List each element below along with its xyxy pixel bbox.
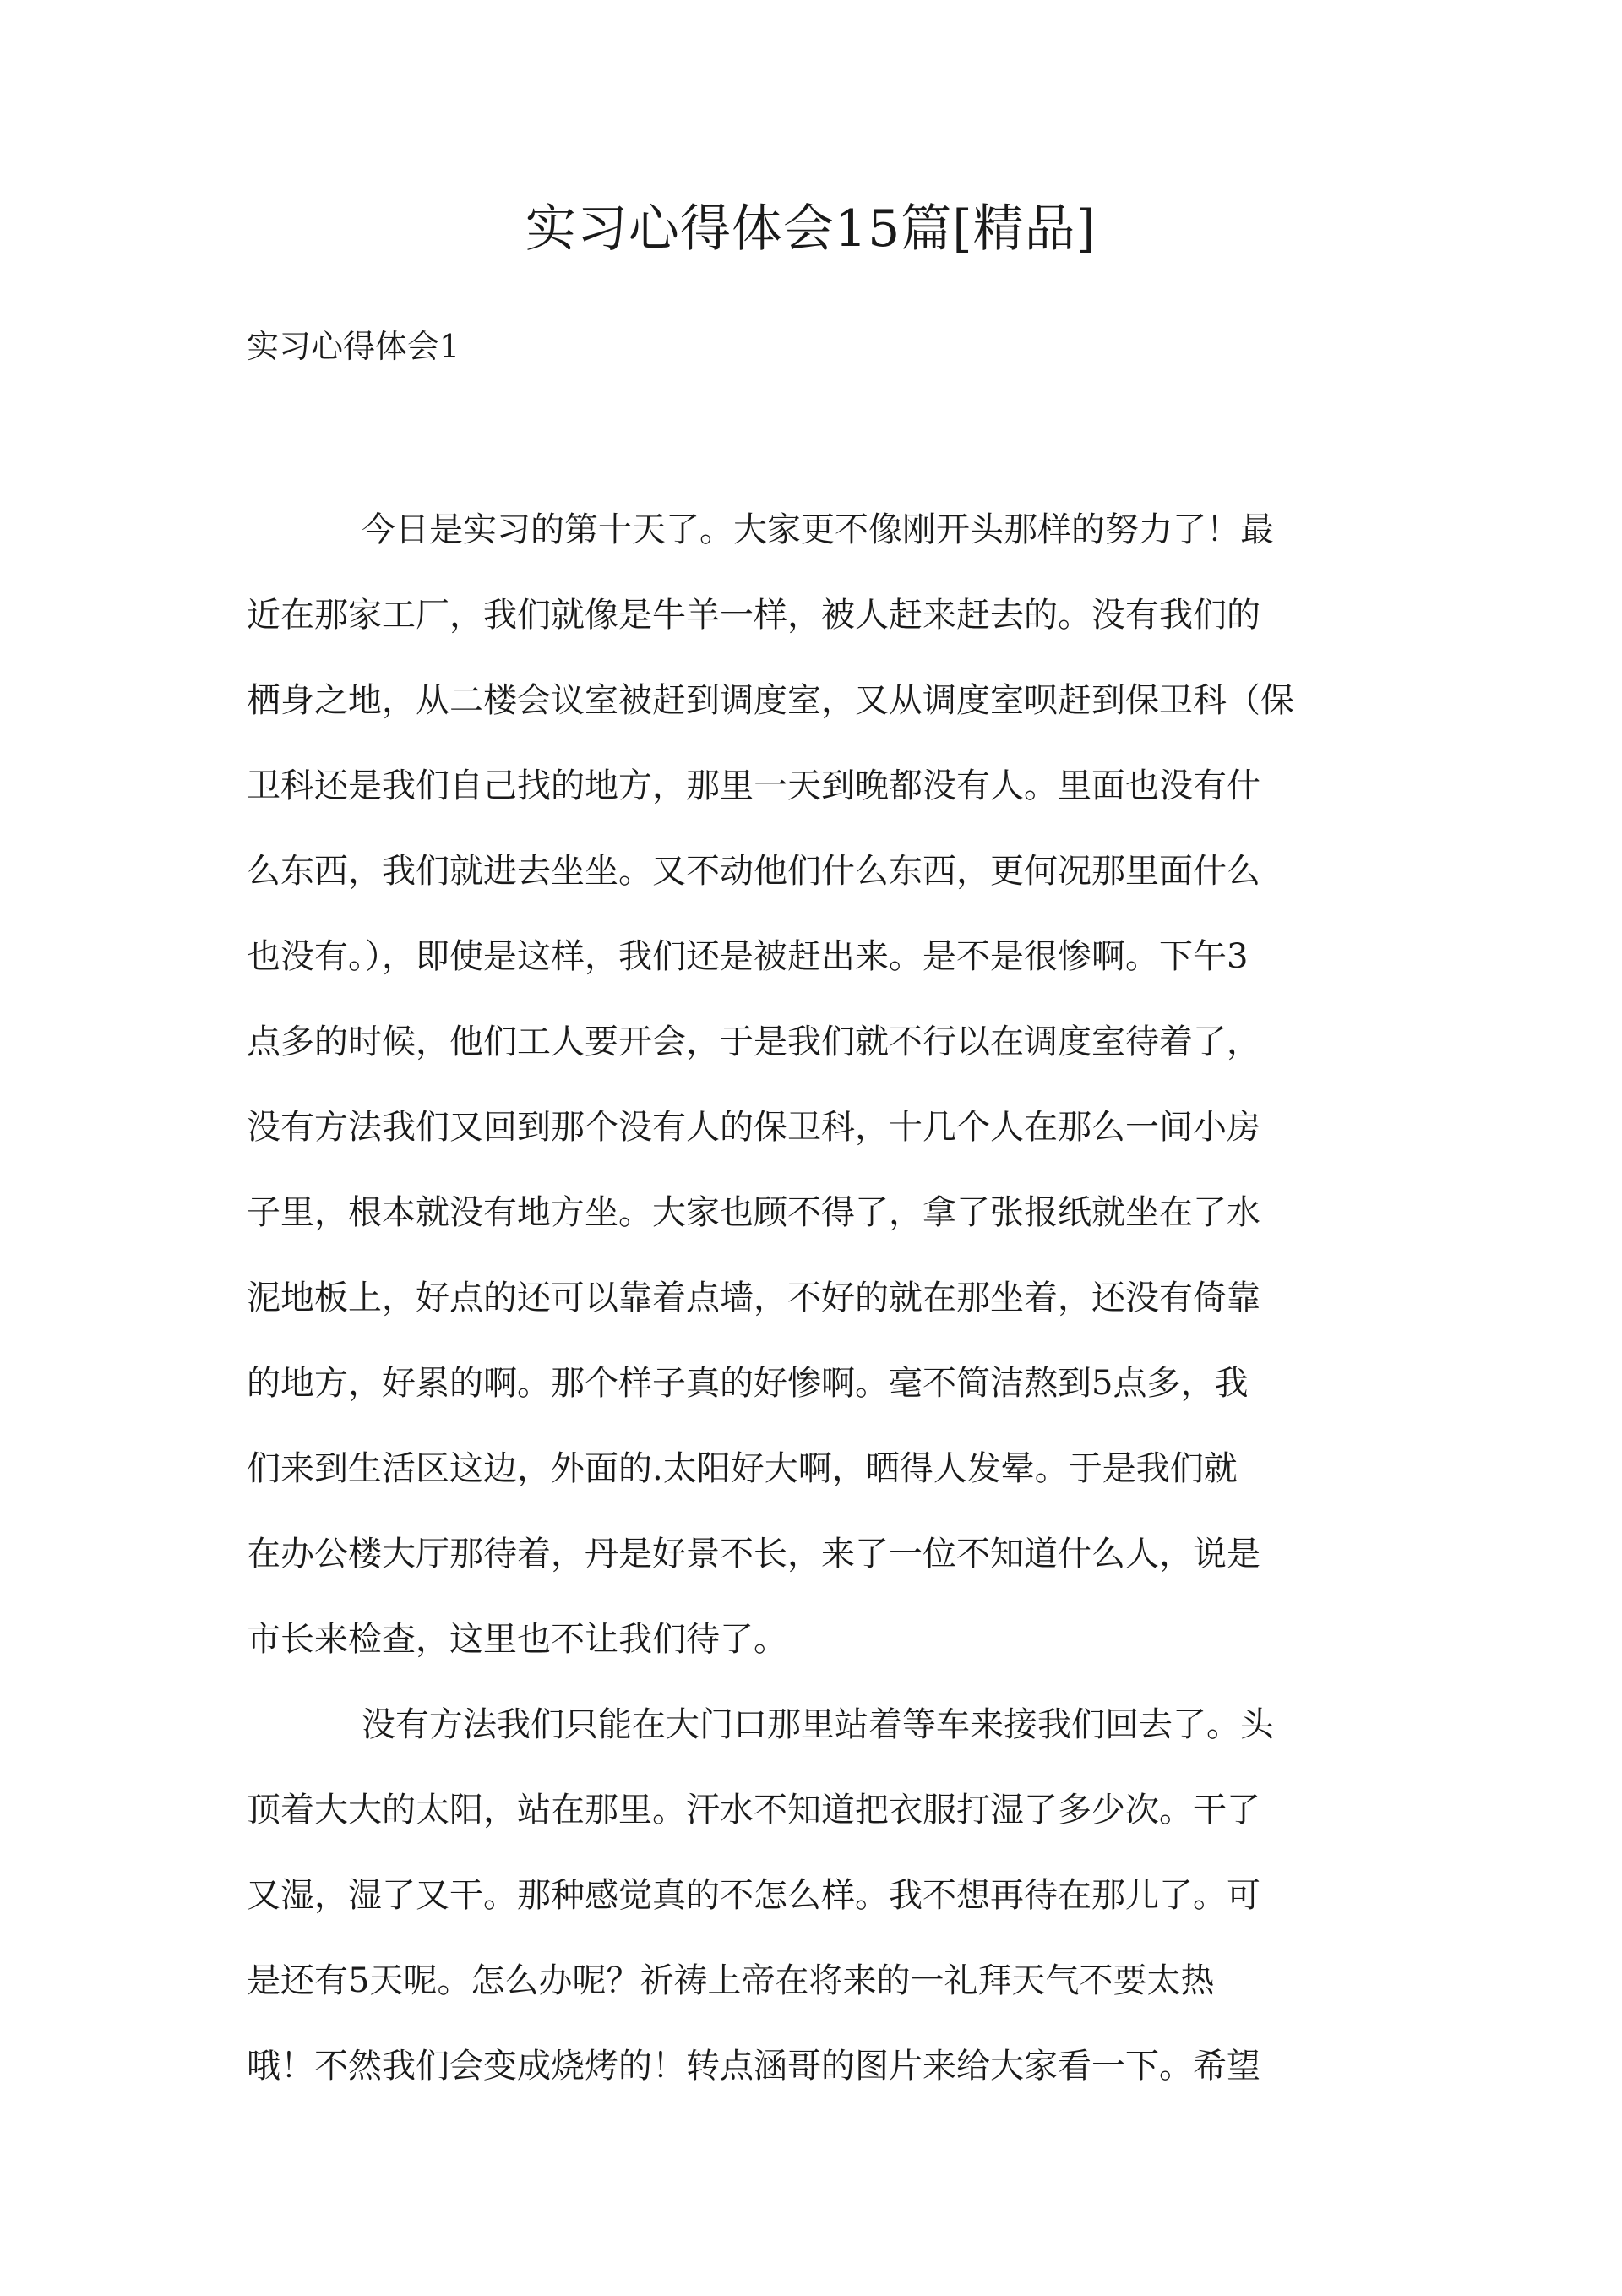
text-line: 市长来检查，这里也不让我们待了。 — [247, 1620, 787, 1659]
text-line: 卫科还是我们自己找的地方，那里一天到晚都没有人。里面也没有什 — [247, 766, 1260, 805]
text-line: 点多的时候，他们工人要开会，于是我们就不行以在调度室待着了， — [247, 1023, 1260, 1061]
text-line: 顶着大大的太阳，站在那里。汗水不知道把衣服打湿了多少次。干了 — [247, 1791, 1260, 1830]
text-line: 们来到生活区这边，外面的.太阳好大啊，晒得人发晕。于是我们就 — [247, 1449, 1238, 1488]
text-line: 么东西，我们就进去坐坐。又不动他们什么东西，更何况那里面什么 — [247, 852, 1260, 891]
section-heading: 实习心得体会1 — [247, 328, 460, 365]
text-line: 哦！不然我们会变成烧烤的！转点涵哥的图片来给大家看一下。希望 — [247, 2047, 1260, 2086]
text-line: 也没有。），即使是这样，我们还是被赶出来。是不是很惨啊。下午3 — [247, 937, 1249, 976]
text-line: 泥地板上，好点的还可以靠着点墙，不好的就在那坐着，还没有倚靠 — [247, 1279, 1260, 1317]
text-line: 又湿，湿了又干。那种感觉真的不怎么样。我不想再待在那儿了。可 — [247, 1876, 1260, 1915]
text-line: 是还有5天呢。怎么办呢？祈祷上帝在将来的一礼拜天气不要太热 — [247, 1961, 1215, 2000]
text-line: 今日是实习的第十天了。大家更不像刚开头那样的努力了！最 — [362, 510, 1274, 549]
text-line: 栖身之地，从二楼会议室被赶到调度室，又从调度室呗赶到保卫科（保 — [247, 681, 1294, 720]
text-line: 的地方，好累的啊。那个样子真的好惨啊。毫不简洁熬到5点多，我 — [247, 1364, 1249, 1403]
text-line: 子里，根本就没有地方坐。大家也顾不得了，拿了张报纸就坐在了水 — [247, 1193, 1260, 1232]
text-line: 没有方法我们只能在大门口那里站着等车来接我们回去了。头 — [362, 1705, 1274, 1744]
text-line: 近在那家工厂，我们就像是牛羊一样，被人赶来赶去的。没有我们的 — [247, 596, 1260, 635]
document-title: 实习心得体会15篇[精品] — [525, 199, 1097, 259]
paragraph — [247, 1682, 1385, 2109]
document-body — [247, 488, 1385, 2109]
text-line: 在办公楼大厅那待着，丹是好景不长，来了一位不知道什么人，说是 — [247, 1535, 1260, 1573]
text-line: 没有方法我们又回到那个没有人的保卫科，十几个人在那么一间小房 — [247, 1108, 1260, 1147]
paragraph — [247, 488, 1385, 1682]
